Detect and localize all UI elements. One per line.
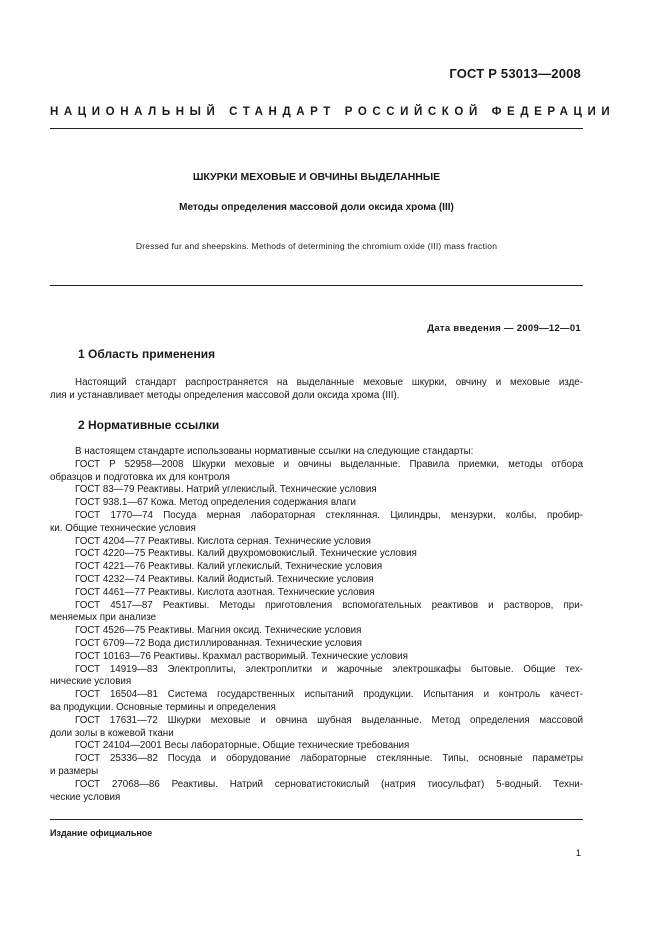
reference-line: ГОСТ 4232—74 Реактивы. Калий йодистый. Технические условия: [75, 573, 374, 585]
reference-line: ГОСТ 17631—72 Шкурки меховые и овчина шубная выделанные. Метод определения массовой: [75, 714, 583, 726]
reference-line: ГОСТ 6709—72 Вода дистиллированная. Технические условия: [75, 637, 362, 649]
footer-divider: [50, 819, 583, 820]
reference-line: ГОСТ 4461—77 Реактивы. Кислота азотная. Технические условия: [75, 586, 375, 598]
reference-line: ГОСТ 938.1—67 Кожа. Метод определения содержания влаги: [75, 497, 357, 509]
top-divider: [50, 128, 583, 129]
reference-line: ГОСТ 4220—75 Реактивы. Калий двухромовокислый. Технические условия: [75, 548, 417, 560]
reference-line: ГОСТ 16504—81 Система государственных испытаний продукции. Испытания и контроль качест-: [75, 689, 583, 701]
english-title: Dressed fur and sheepskins. Methods of determining the chromium oxide (III) mass fraction: [135, 241, 498, 251]
reference-line: ГОСТ 4221—76 Реактивы. Калий углекислый. Технические условия: [75, 561, 383, 573]
paragraph-line: лия и устанавливает методы определения массовой доли оксида хрома (III).: [50, 389, 400, 401]
reference-line: ГОСТ 10163—76 Реактивы. Крахмал растворимый. Технические условия: [75, 650, 408, 662]
reference-line: доли золы в кожевой ткани: [50, 727, 174, 739]
section-1-body: [50, 377, 583, 403]
reference-line: ГОСТ Р 52958—2008 Шкурки меховые и овчины выделанные. Правила приемки, методы отбора: [75, 458, 583, 470]
reference-line: ГОСТ 27068—86 Реактивы. Натрий серноватистокислый (натрия тиосульфат) 5-водный. Техни-: [75, 778, 583, 790]
reference-line: ГОСТ 1770—74 Посуда мерная лабораторная стеклянная. Цилиндры, мензурки, колбы, пробир-: [75, 509, 583, 521]
reference-line: и размеры: [50, 765, 99, 777]
reference-line: ГОСТ 24104—2001 Весы лабораторные. Общие технические требования: [75, 740, 410, 752]
reference-line: ГОСТ 25336—82 Посуда и оборудование лабораторные стеклянные. Типы, основные параметры: [75, 753, 583, 765]
reference-line: образцов и подготовка их для контроля: [50, 471, 230, 483]
document-title: ШКУРКИ МЕХОВЫЕ И ОВЧИНЫ ВЫДЕЛАННЫЕ: [192, 171, 441, 183]
section-2-heading: 2 Нормативные ссылки: [78, 418, 220, 432]
section-1-heading: 1 Область применения: [78, 347, 216, 361]
reference-line: ГОСТ 4517—87 Реактивы. Методы приготовления вспомогательных реактивов и растворов, при-: [75, 599, 583, 611]
reference-line: ГОСТ 4204—77 Реактивы. Кислота серная. Технические условия: [75, 535, 371, 547]
official-edition-label: Издание официальное: [50, 828, 153, 838]
reference-line: ГОСТ 14919—83 Электроплиты, электроплитки и жарочные электрошкафы бытовые. Общие тех-: [75, 663, 583, 675]
document-subtitle: Методы определения массовой доли оксида хрома (III): [179, 202, 454, 213]
section-2-body: [50, 446, 583, 804]
introduction-date: Дата введения — 2009—12—01: [427, 323, 581, 334]
document-number: ГОСТ Р 53013—2008: [449, 66, 581, 81]
national-standard-banner: НАЦИОНАЛЬНЫЙ СТАНДАРТ РОССИЙСКОЙ ФЕДЕРАЦИИ: [50, 106, 616, 118]
reference-line: ки. Общие технические условия: [50, 522, 196, 534]
reference-line: В настоящем стандарте использованы нормативные ссылки на следующие стандарты:: [75, 446, 474, 457]
reference-line: нические условия: [50, 676, 132, 688]
reference-line: ческие условия: [50, 791, 121, 803]
title-divider: [50, 285, 583, 286]
reference-line: ГОСТ 83—79 Реактивы. Натрий углекислый. Технические условия: [75, 484, 377, 496]
reference-line: ГОСТ 4526—75 Реактивы. Магния оксид. Технические условия: [75, 625, 362, 637]
reference-line: ва продукции. Основные термины и определения: [50, 701, 276, 713]
page-number: 1: [575, 848, 581, 859]
reference-line: меняемых при анализе: [50, 612, 157, 624]
paragraph-line: Настоящий стандарт распространяется на выделанные меховые шкурки, овчину и меховые изде-: [75, 377, 583, 388]
